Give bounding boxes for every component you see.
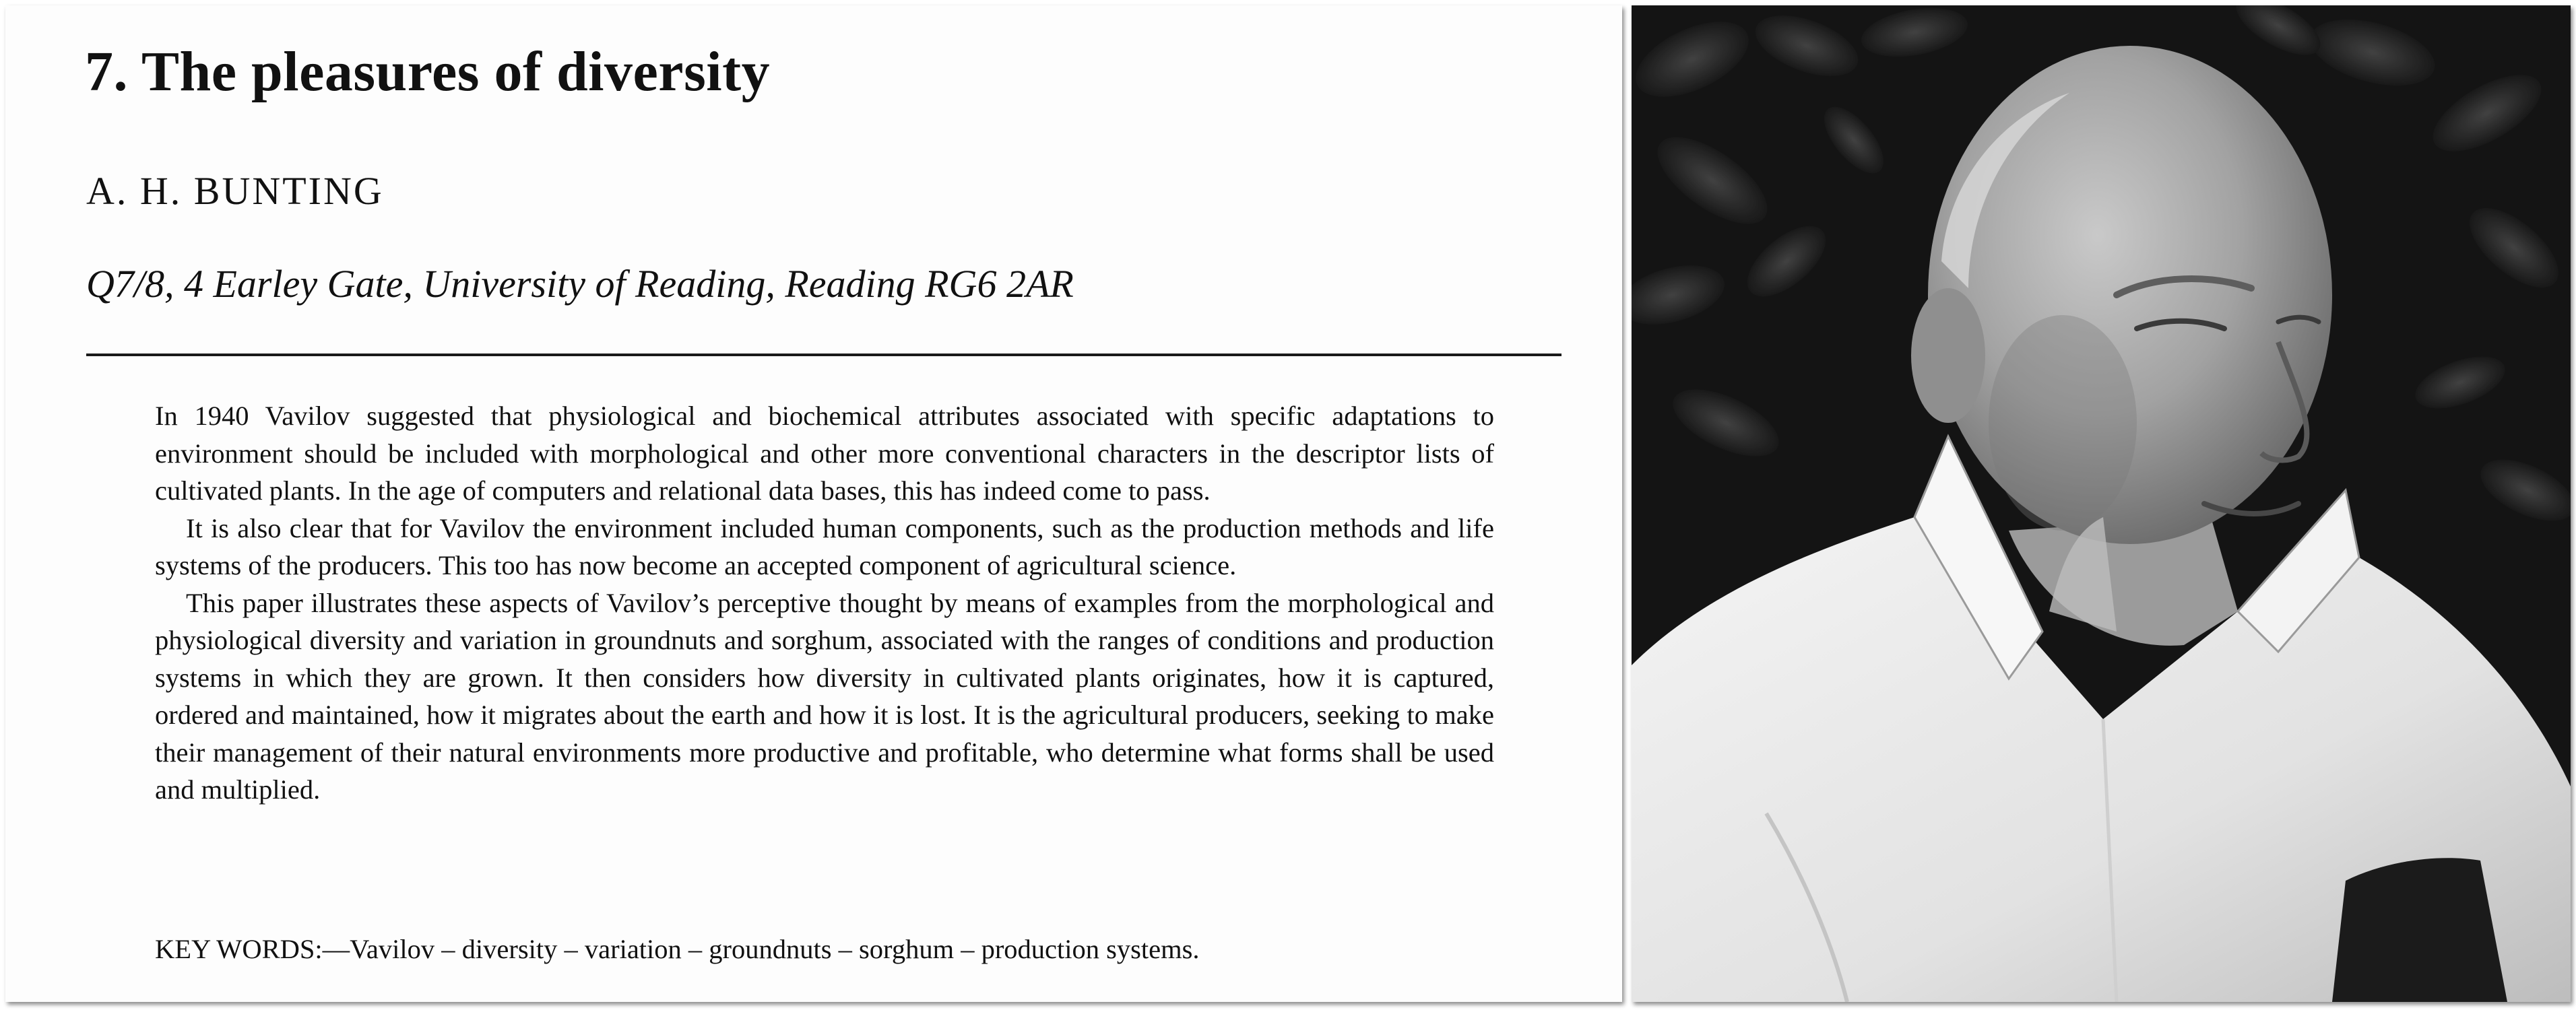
title-divider: [86, 354, 1561, 356]
author-name: A. H. BUNTING: [86, 169, 384, 213]
abstract-paragraph: This paper illustrates these aspects of Vavilov’s perceptive thought by means of examples from the morphological and physiological diversity and variation in groundnuts and sorghum, associated with the ranges of conditions and production systems in which they are grown. It then considers how diversity in cultivated plants originates, how it is captured, ordered and maintained, how it migrates about the earth and how it is lost. It is the agricultural producers, seeking to make their management of their natural environments more productive and profitable, who determine what forms shall be used and multiplied.: [155, 587, 1494, 805]
abstract-paragraph: In 1940 Vavilov suggested that physiological and biochemical attributes associated with specific adaptations to environment should be included with morphological and other more conventional characters in the descriptor lists of cultivated plants. In the age of computers and relational data bases, this has indeed come to pass.: [155, 401, 1494, 506]
cheek-shadow: [1989, 315, 2137, 531]
pocket-object: [2332, 858, 2507, 1002]
author-affiliation: Q7/8, 4 Earley Gate, University of Reading, Reading RG6 2AR: [86, 262, 1074, 306]
paper-page: [5, 5, 1622, 1002]
head: [1928, 46, 2332, 544]
chapter-title: 7. The pleasures of diversity: [85, 40, 771, 103]
abstract: [155, 397, 1494, 809]
ear: [1911, 288, 1985, 423]
portrait-photo: [1632, 5, 2571, 1002]
abstract-paragraph: It is also clear that for Vavilov the environment included human components, such as the production methods and life systems of the producers. This too has now become an accepted component of agricultural science.: [155, 512, 1494, 580]
keywords: KEY WORDS:—Vavilov – diversity – variation – groundnuts – sorghum – production systems.: [155, 934, 1200, 964]
portrait-illustration: [1632, 5, 2571, 1002]
